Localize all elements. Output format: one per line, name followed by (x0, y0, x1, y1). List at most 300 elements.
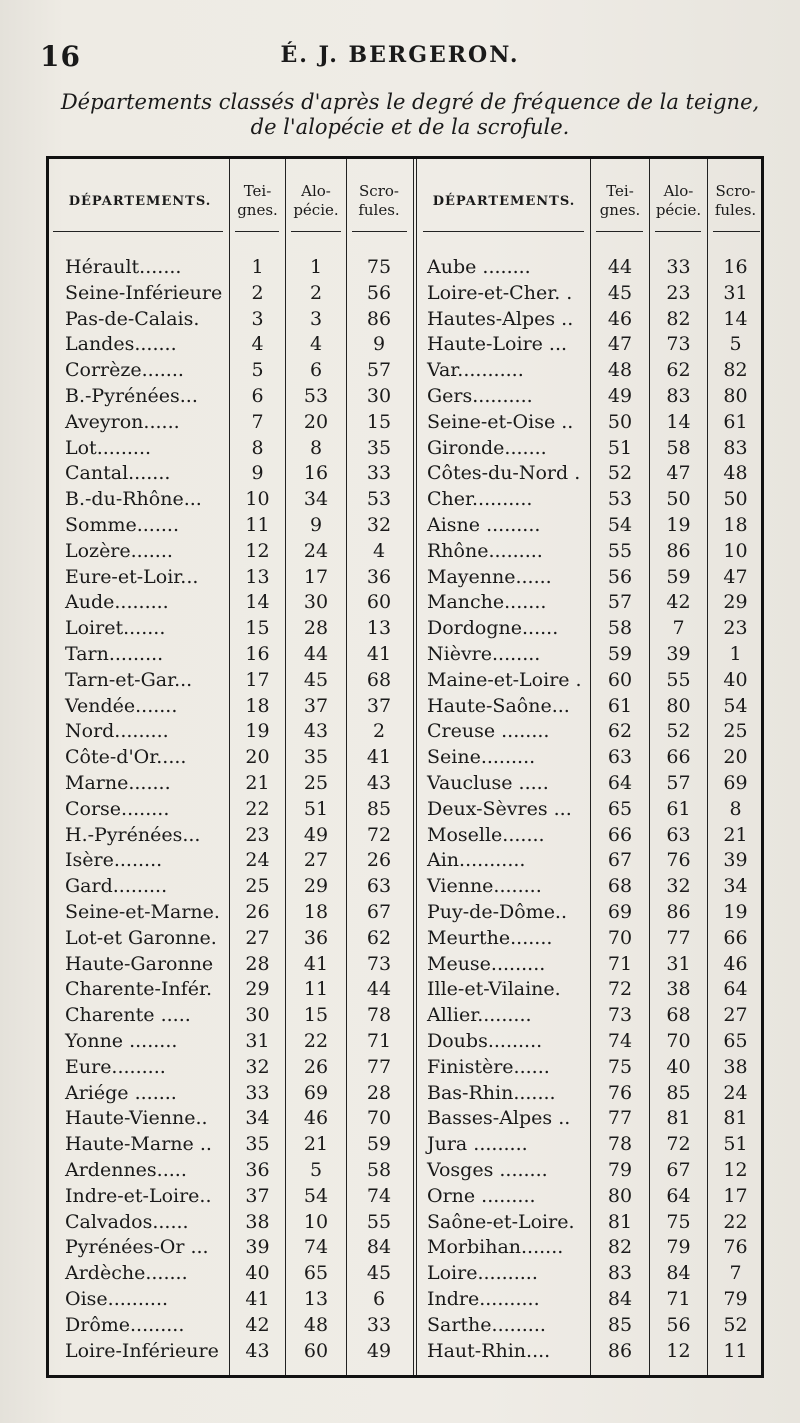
table-row (49, 1055, 761, 1081)
teignes-rank: 47 (607, 333, 633, 356)
table-row (49, 668, 761, 694)
alopecie-rank: 7 (672, 617, 685, 640)
scrofules-rank: 32 (366, 514, 392, 536)
table-row (49, 823, 761, 849)
department-name: B.-Pyrénées... (65, 385, 198, 407)
table-row (49, 1184, 761, 1210)
department-name: Gard......... (65, 875, 168, 898)
alopecie-rank: 37 (303, 694, 329, 717)
scrofules-rank: 14 (723, 307, 748, 330)
department-name: Indre.......... (427, 1288, 540, 1310)
department-name: Seine-et-Marne. (65, 901, 220, 923)
teignes-rank: 58 (607, 617, 633, 640)
teignes-rank: 3 (251, 307, 264, 330)
teignes-rank: 21 (245, 772, 270, 794)
table-row (49, 616, 761, 642)
teignes-rank: 13 (245, 565, 270, 588)
scrofules-rank: 9 (372, 333, 386, 356)
alopecie-rank: 53 (303, 385, 329, 407)
alopecie-rank: 8 (309, 436, 323, 459)
department-name: Sarthe......... (427, 1313, 546, 1336)
teignes-rank: 52 (607, 462, 633, 485)
table-row (49, 281, 761, 307)
department-name: Haute-Vienne.. (65, 1107, 208, 1130)
department-name: Ariége ....... (65, 1081, 177, 1104)
teignes-rank: 22 (245, 797, 270, 820)
teignes-rank: 7 (251, 410, 264, 433)
department-name: Gironde....... (427, 436, 547, 459)
teignes-rank: 73 (607, 1004, 633, 1027)
alopecie-rank: 19 (666, 514, 691, 536)
teignes-rank: 77 (607, 1107, 633, 1130)
department-name: Seine-et-Oise .. (427, 410, 574, 433)
scrofules-rank: 36 (366, 565, 392, 588)
scrofules-rank: 8 (729, 797, 742, 820)
scrofules-rank: 53 (366, 488, 392, 511)
table-row (49, 1106, 761, 1132)
department-name: Lot-et Garonne. (65, 926, 217, 949)
scrofules-rank: 13 (366, 617, 392, 640)
department-name: Charente-Infér. (65, 978, 213, 1001)
alopecie-rank: 11 (303, 978, 329, 1001)
department-name: Aisne ......... (427, 514, 541, 536)
scrofules-rank: 77 (366, 1055, 392, 1078)
department-name: Corrèze....... (65, 359, 184, 382)
alopecie-rank: 52 (666, 720, 691, 743)
teignes-rank: 16 (245, 643, 270, 665)
department-name: Aube ........ (427, 256, 531, 278)
department-name: Charente ..... (65, 1004, 191, 1027)
scrofules-rank: 52 (723, 1313, 748, 1336)
department-name: H.-Pyrénées... (65, 823, 201, 846)
department-name: Eure......... (65, 1055, 166, 1078)
table-row (49, 642, 761, 668)
teignes-rank: 53 (607, 488, 633, 511)
department-name: Haut-Rhin.... (427, 1339, 551, 1362)
department-name: Hérault....... (65, 256, 182, 278)
department-name: Gers.......... (427, 385, 533, 407)
scrofules-rank: 60 (366, 591, 392, 614)
table-row (49, 1339, 761, 1365)
alopecie-rank: 41 (303, 952, 329, 975)
alopecie-rank: 63 (666, 823, 691, 846)
alopecie-rank: 55 (666, 668, 691, 691)
department-name: Côte-d'Or..... (65, 746, 187, 769)
header-rule (655, 231, 701, 232)
alopecie-rank: 4 (309, 333, 323, 356)
teignes-rank: 60 (607, 668, 633, 691)
alopecie-rank: 46 (303, 1107, 329, 1130)
teignes-rank: 70 (607, 926, 633, 949)
alopecie-rank: 76 (666, 849, 691, 872)
table-row (49, 358, 761, 384)
alopecie-rank: 75 (666, 1210, 691, 1233)
scrofules-rank: 41 (366, 643, 392, 665)
department-name: Vienne........ (427, 875, 542, 898)
department-name: Haute-Saône... (427, 694, 570, 717)
teignes-rank: 74 (607, 1030, 633, 1052)
department-name: Tarn......... (65, 643, 164, 665)
alopecie-rank: 61 (666, 797, 691, 820)
table-row (49, 926, 761, 952)
table-row (49, 565, 761, 591)
department-name: Indre-et-Loire.. (65, 1184, 212, 1207)
alopecie-rank: 27 (303, 849, 329, 872)
teignes-rank: 26 (245, 901, 270, 923)
scrofules-rank: 58 (366, 1159, 392, 1181)
teignes-rank: 59 (607, 643, 633, 665)
teignes-rank: 76 (607, 1081, 633, 1104)
scrofules-rank: 21 (723, 823, 748, 846)
scrofules-rank: 66 (723, 926, 748, 949)
alopecie-rank: 30 (303, 591, 329, 614)
teignes-rank: 2 (251, 281, 264, 304)
department-name: Côtes-du-Nord . (427, 462, 581, 485)
table-row (49, 1132, 761, 1158)
alopecie-rank: 22 (303, 1030, 329, 1052)
scrofules-rank: 82 (723, 359, 748, 382)
teignes-rank: 15 (245, 617, 270, 640)
scrofules-rank: 35 (366, 436, 392, 459)
teignes-rank: 78 (607, 1133, 633, 1156)
scrofules-rank: 28 (366, 1081, 392, 1104)
teignes-rank: 82 (607, 1236, 633, 1259)
scrofules-rank: 16 (723, 256, 748, 278)
table-row (49, 977, 761, 1003)
scrofules-rank: 61 (723, 410, 748, 433)
teignes-rank: 83 (607, 1262, 633, 1285)
teignes-rank: 34 (245, 1107, 270, 1130)
department-name: Deux-Sèvres ... (427, 797, 572, 820)
teignes-rank: 41 (245, 1288, 270, 1310)
table-row (49, 1287, 761, 1313)
department-name: Nièvre........ (427, 643, 541, 665)
department-name: Rhône......... (427, 539, 543, 562)
alopecie-rank: 70 (666, 1030, 691, 1052)
scrofules-rank: 69 (723, 772, 748, 794)
table-row (49, 332, 761, 358)
header-rule (235, 231, 279, 232)
scrofules-rank: 63 (366, 875, 392, 898)
teignes-rank: 10 (245, 488, 270, 511)
department-name: Mayenne...... (427, 565, 552, 588)
header-alopecie: Alo- pécie. (293, 182, 339, 219)
department-name: Basses-Alpes .. (427, 1107, 571, 1130)
scrofules-rank: 33 (366, 462, 392, 485)
table-row (49, 1081, 761, 1107)
department-name: Oise.......... (65, 1288, 169, 1310)
alopecie-rank: 35 (303, 746, 329, 769)
teignes-rank: 5 (251, 359, 264, 382)
scrofules-rank: 76 (723, 1236, 748, 1259)
scrofules-rank: 29 (723, 591, 748, 614)
table-row (49, 1210, 761, 1236)
alopecie-rank: 81 (666, 1107, 691, 1130)
department-name: B.-du-Rhône... (65, 488, 202, 511)
table-row (49, 797, 761, 823)
alopecie-rank: 29 (303, 875, 329, 898)
department-name: Vendée....... (65, 694, 178, 717)
alopecie-rank: 60 (303, 1339, 329, 1362)
department-name: Saône-et-Loire. (427, 1210, 575, 1233)
department-name: Isère........ (65, 849, 163, 872)
department-name: Ain........... (427, 849, 526, 872)
header-scrofules: Scro- fules. (358, 182, 400, 219)
header-departements: DÉPARTEMENTS. (68, 193, 212, 209)
department-name: Corse........ (65, 797, 170, 820)
table-row (49, 719, 761, 745)
scrofules-rank: 74 (366, 1184, 392, 1207)
page-number: 16 (40, 40, 81, 73)
scrofules-rank: 57 (366, 359, 392, 382)
teignes-rank: 18 (245, 694, 270, 717)
scrofules-rank: 48 (723, 462, 748, 485)
alopecie-rank: 54 (303, 1184, 329, 1207)
table-row (49, 694, 761, 720)
teignes-rank: 24 (245, 849, 270, 872)
department-name: Haute-Garonne (65, 952, 214, 975)
table-row (49, 539, 761, 565)
alopecie-rank: 23 (666, 281, 691, 304)
department-name: Dordogne...... (427, 617, 559, 640)
teignes-rank: 80 (607, 1184, 633, 1207)
scrofules-rank: 80 (723, 385, 748, 407)
header-rule (291, 231, 341, 232)
department-name: Eure-et-Loir... (65, 565, 199, 588)
scrofules-rank: 72 (366, 823, 392, 846)
alopecie-rank: 85 (666, 1081, 691, 1104)
header-rule (352, 231, 407, 232)
alopecie-rank: 45 (303, 668, 329, 691)
table-row (49, 255, 761, 281)
table-row (49, 900, 761, 926)
teignes-rank: 28 (245, 952, 270, 975)
alopecie-rank: 59 (666, 565, 691, 588)
scrofules-rank: 26 (366, 849, 392, 872)
scrofules-rank: 85 (366, 797, 392, 820)
scrofules-rank: 84 (366, 1236, 392, 1259)
scrofules-rank: 46 (723, 952, 748, 975)
teignes-rank: 37 (245, 1184, 270, 1207)
table-row (49, 1261, 761, 1287)
alopecie-rank: 72 (666, 1133, 691, 1156)
scrofules-rank: 11 (723, 1339, 748, 1362)
teignes-rank: 1 (251, 256, 264, 278)
table-row (49, 1313, 761, 1339)
alopecie-rank: 69 (303, 1081, 329, 1104)
table-row (49, 384, 761, 410)
teignes-rank: 56 (607, 565, 633, 588)
alopecie-rank: 84 (666, 1262, 691, 1285)
alopecie-rank: 50 (666, 488, 691, 511)
teignes-rank: 4 (251, 333, 264, 356)
scrofules-rank: 78 (366, 1004, 392, 1027)
department-name: Maine-et-Loire . (427, 668, 582, 691)
scrofules-rank: 25 (723, 720, 748, 743)
alopecie-rank: 13 (303, 1288, 329, 1310)
teignes-rank: 12 (245, 539, 270, 562)
department-name: Cher.......... (427, 488, 533, 511)
department-name: Creuse ........ (427, 720, 550, 743)
alopecie-rank: 42 (666, 591, 691, 614)
scrofules-rank: 17 (723, 1184, 748, 1207)
department-name: Orne ......... (427, 1184, 536, 1207)
teignes-rank: 46 (607, 307, 633, 330)
teignes-rank: 42 (245, 1313, 270, 1336)
teignes-rank: 23 (245, 823, 270, 846)
teignes-rank: 57 (607, 591, 633, 614)
teignes-rank: 31 (245, 1030, 270, 1052)
teignes-rank: 65 (607, 797, 633, 820)
table-row (49, 487, 761, 513)
header-rule (596, 231, 643, 232)
alopecie-rank: 9 (309, 514, 323, 536)
alopecie-rank: 17 (303, 565, 329, 588)
scrofules-rank: 75 (366, 256, 392, 278)
header-departements: DÉPARTEMENTS. (432, 193, 576, 209)
alopecie-rank: 80 (666, 694, 691, 717)
scrofules-rank: 79 (723, 1288, 748, 1310)
scrofules-rank: 86 (366, 307, 392, 330)
department-name: Aveyron...... (65, 410, 180, 433)
department-name: Vosges ........ (427, 1159, 548, 1181)
teignes-rank: 9 (251, 462, 264, 485)
alopecie-rank: 39 (666, 643, 691, 665)
scrofules-rank: 47 (723, 565, 748, 588)
scrofules-rank: 39 (723, 849, 748, 872)
table-row (49, 1235, 761, 1261)
teignes-rank: 67 (607, 849, 633, 872)
alopecie-rank: 36 (303, 926, 329, 949)
department-name: Var........... (427, 359, 524, 382)
table-row (49, 771, 761, 797)
table-row (49, 745, 761, 771)
alopecie-rank: 58 (666, 436, 691, 459)
frequency-table (46, 156, 764, 1378)
alopecie-rank: 51 (303, 797, 329, 820)
scrofules-rank: 64 (723, 978, 748, 1001)
alopecie-rank: 49 (303, 823, 329, 846)
table-row (49, 461, 761, 487)
teignes-rank: 27 (245, 926, 270, 949)
department-name: Somme....... (65, 514, 180, 536)
alopecie-rank: 10 (303, 1210, 329, 1233)
department-name: Jura ......... (427, 1133, 528, 1156)
teignes-rank: 54 (607, 514, 633, 536)
alopecie-rank: 15 (303, 1004, 329, 1027)
teignes-rank: 69 (607, 901, 633, 923)
teignes-rank: 64 (607, 772, 633, 794)
scrofules-rank: 19 (723, 901, 748, 923)
alopecie-rank: 62 (666, 359, 691, 382)
header-teignes: Tei- gnes. (599, 182, 641, 219)
alopecie-rank: 82 (666, 307, 691, 330)
teignes-rank: 84 (607, 1288, 633, 1310)
alopecie-rank: 86 (666, 901, 691, 923)
scrofules-rank: 2 (372, 720, 386, 743)
department-name: Meurthe....... (427, 926, 553, 949)
header-rule (423, 231, 584, 232)
scrofules-rank: 83 (723, 436, 748, 459)
scrofules-rank: 34 (723, 875, 748, 898)
scrofules-rank: 59 (366, 1133, 392, 1156)
department-name: Pas-de-Calais. (65, 307, 200, 330)
alopecie-rank: 67 (666, 1159, 691, 1181)
scrofules-rank: 23 (723, 617, 748, 640)
alopecie-rank: 48 (303, 1313, 329, 1336)
scrofules-rank: 15 (366, 410, 392, 433)
scrofules-rank: 71 (366, 1030, 392, 1052)
department-name: Meuse......... (427, 952, 546, 975)
teignes-rank: 71 (607, 952, 633, 975)
alopecie-rank: 43 (303, 720, 329, 743)
running-title: É. J. BERGERON. (280, 42, 520, 68)
scrofules-rank: 43 (366, 772, 392, 794)
scrofules-rank: 7 (729, 1262, 742, 1285)
department-name: Puy-de-Dôme.. (427, 901, 568, 923)
teignes-rank: 49 (607, 385, 633, 407)
department-name: Ardennes..... (65, 1159, 187, 1181)
department-name: Lot......... (65, 436, 152, 459)
scrofules-rank: 49 (366, 1339, 392, 1362)
teignes-rank: 8 (251, 436, 264, 459)
table-row (49, 848, 761, 874)
scrofules-rank: 45 (366, 1262, 392, 1285)
department-name: Morbihan....... (427, 1236, 564, 1259)
alopecie-rank: 34 (303, 488, 329, 511)
department-name: Vaucluse ..... (427, 772, 549, 794)
table-row (49, 1158, 761, 1184)
scrofules-rank: 67 (366, 901, 392, 923)
teignes-rank: 25 (245, 875, 270, 898)
alopecie-rank: 26 (303, 1055, 329, 1078)
alopecie-rank: 56 (666, 1313, 691, 1336)
alopecie-rank: 12 (666, 1339, 691, 1362)
department-name: Cantal....... (65, 462, 171, 485)
table-row (49, 410, 761, 436)
scrofules-rank: 81 (723, 1107, 748, 1130)
teignes-rank: 36 (245, 1159, 270, 1181)
table-row (49, 590, 761, 616)
alopecie-rank: 32 (666, 875, 691, 898)
header-rule (53, 231, 223, 232)
department-name: Marne....... (65, 772, 171, 794)
department-name: Tarn-et-Gar... (65, 668, 193, 691)
table-row (49, 874, 761, 900)
teignes-rank: 68 (607, 875, 633, 898)
alopecie-rank: 83 (666, 385, 691, 407)
scrofules-rank: 44 (366, 978, 392, 1001)
table-row (49, 513, 761, 539)
teignes-rank: 62 (607, 720, 633, 743)
alopecie-rank: 73 (666, 333, 691, 356)
alopecie-rank: 65 (303, 1262, 329, 1285)
teignes-rank: 39 (245, 1236, 270, 1259)
teignes-rank: 55 (607, 539, 633, 562)
department-name: Loire.......... (427, 1262, 538, 1285)
alopecie-rank: 31 (666, 952, 691, 975)
alopecie-rank: 21 (303, 1133, 329, 1156)
teignes-rank: 14 (245, 591, 270, 614)
scrofules-rank: 65 (723, 1030, 748, 1052)
department-name: Loiret....... (65, 617, 166, 640)
page-header (0, 38, 800, 78)
alopecie-rank: 68 (666, 1004, 691, 1027)
scrofules-rank: 56 (366, 281, 392, 304)
teignes-rank: 43 (245, 1339, 270, 1362)
teignes-rank: 72 (607, 978, 633, 1001)
alopecie-rank: 71 (666, 1288, 691, 1310)
